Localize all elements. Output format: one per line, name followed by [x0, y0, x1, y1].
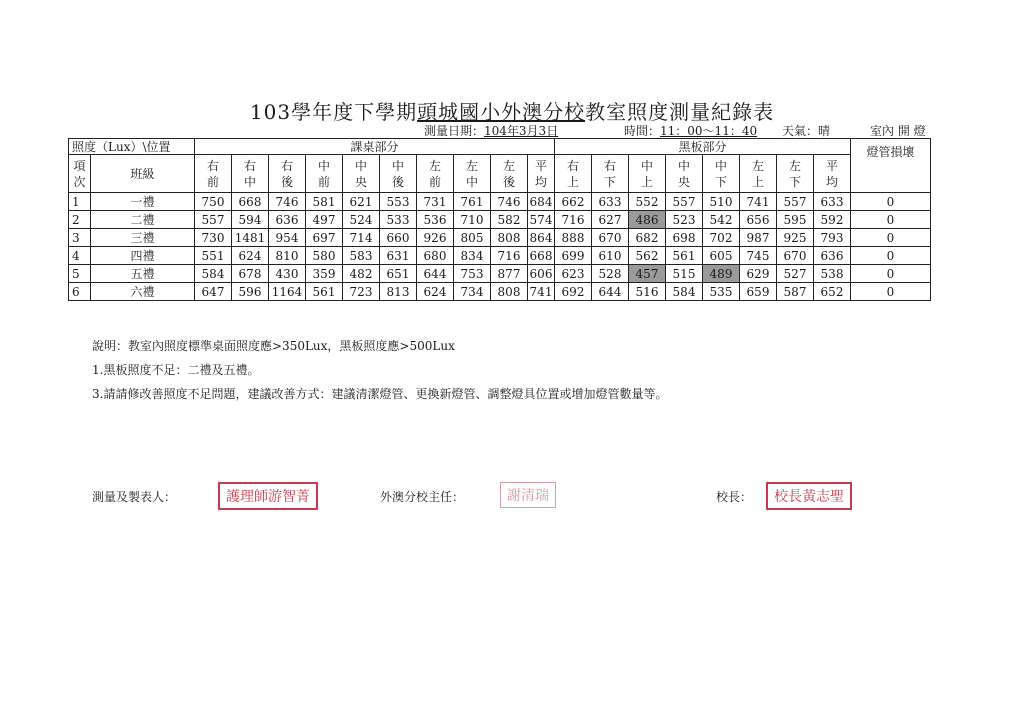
- desk-value: 583: [343, 247, 380, 265]
- board-value: 528: [592, 265, 629, 283]
- desk-value: 808: [491, 229, 528, 247]
- notes: [92, 336, 667, 408]
- desk-value: 1164: [269, 283, 306, 301]
- board-value: 510: [703, 193, 740, 211]
- table-row: [69, 211, 931, 229]
- board-value: 741: [740, 193, 777, 211]
- board-value: 692: [555, 283, 592, 301]
- board-value: 542: [703, 211, 740, 229]
- damage-count: 0: [851, 211, 931, 229]
- table-row: [69, 265, 931, 283]
- note-insufficient: 1.黑板照度不足：二禮及五禮。: [92, 363, 260, 377]
- board-value: 605: [703, 247, 740, 265]
- class-name: 二禮: [91, 211, 195, 229]
- desk-value: 697: [306, 229, 343, 247]
- table-header-row-1: [69, 139, 931, 155]
- board-value: 535: [703, 283, 740, 301]
- board-value: 925: [777, 229, 814, 247]
- title-school: 頭城國小外澳分校: [417, 100, 586, 124]
- damage-count: 0: [851, 229, 931, 247]
- weather: 天氣：晴: [782, 124, 831, 138]
- desk-value: 805: [454, 229, 491, 247]
- board-col-header: 右 上: [555, 155, 592, 193]
- principal-label: 校長：: [716, 490, 753, 504]
- damage-count: 0: [851, 193, 931, 211]
- desk-value: 668: [528, 247, 555, 265]
- desk-value: 877: [491, 265, 528, 283]
- desk-value: 574: [528, 211, 555, 229]
- desk-value: 596: [232, 283, 269, 301]
- desk-value: 533: [380, 211, 417, 229]
- desk-value: 606: [528, 265, 555, 283]
- board-value: 662: [555, 193, 592, 211]
- row-number: 2: [69, 211, 91, 229]
- desk-col-header: 中 前: [306, 155, 343, 193]
- board-value: 527: [777, 265, 814, 283]
- board-value: 716: [555, 211, 592, 229]
- measurer-stamp: 護理師游智菁: [218, 482, 318, 510]
- director-stamp: 謝清瑞: [500, 482, 556, 508]
- corner-header: 照度（Lux）\位置: [69, 139, 195, 155]
- board-value: 659: [740, 283, 777, 301]
- desk-value: 864: [528, 229, 555, 247]
- desk-col-header: 中 後: [380, 155, 417, 193]
- desk-value: 753: [454, 265, 491, 283]
- desk-value: 497: [306, 211, 343, 229]
- board-value: 702: [703, 229, 740, 247]
- board-value: 610: [592, 247, 629, 265]
- desk-value: 624: [232, 247, 269, 265]
- desk-value: 731: [417, 193, 454, 211]
- table-row: [69, 193, 931, 211]
- board-value: 557: [777, 193, 814, 211]
- principal-stamp: 校長黃志聖: [766, 482, 852, 510]
- desk-value: 746: [269, 193, 306, 211]
- desk-value: 716: [491, 247, 528, 265]
- desk-value: 714: [343, 229, 380, 247]
- damage-count: 0: [851, 247, 931, 265]
- desk-value: 668: [232, 193, 269, 211]
- desk-value: 813: [380, 283, 417, 301]
- table-row: [69, 283, 931, 301]
- desk-col-header: 左 中: [454, 155, 491, 193]
- note-improvement: 3.請請修改善照度不足問題，建議改善方式：建議清潔燈管、更換新燈管、調整燈具位置或增加燈管數量等。: [92, 387, 668, 401]
- board-value: 633: [592, 193, 629, 211]
- board-value: 538: [814, 265, 851, 283]
- desk-col-header: 右 中: [232, 155, 269, 193]
- desk-value: 624: [417, 283, 454, 301]
- measure-time: 時間：11：00～11：40: [624, 124, 758, 138]
- board-value: 623: [555, 265, 592, 283]
- board-col-header: 右 下: [592, 155, 629, 193]
- board-value: 627: [592, 211, 629, 229]
- desk-value: 644: [417, 265, 454, 283]
- class-name: 四禮: [91, 247, 195, 265]
- board-col-header: 左 上: [740, 155, 777, 193]
- indoor-lights: 室內 開 燈: [870, 124, 926, 138]
- measurer-label: 測量及製表人：: [92, 490, 177, 504]
- board-value-low: 489: [703, 265, 740, 283]
- board-value: 745: [740, 247, 777, 265]
- desk-value: 680: [417, 247, 454, 265]
- table-header-row-2: [69, 155, 931, 193]
- desk-value: 710: [454, 211, 491, 229]
- board-value: 584: [666, 283, 703, 301]
- board-value-low: 486: [629, 211, 666, 229]
- desk-col-header: 中 央: [343, 155, 380, 193]
- board-value: 552: [629, 193, 666, 211]
- board-value: 633: [814, 193, 851, 211]
- desk-value: 1481: [232, 229, 269, 247]
- desk-col-header: 左 後: [491, 155, 528, 193]
- board-value: 523: [666, 211, 703, 229]
- desk-value: 594: [232, 211, 269, 229]
- desk-value: 761: [454, 193, 491, 211]
- board-col-header: 中 上: [629, 155, 666, 193]
- document-title: [0, 96, 1024, 125]
- board-value: 682: [629, 229, 666, 247]
- row-number: 5: [69, 265, 91, 283]
- board-value: 636: [814, 247, 851, 265]
- desk-value: 808: [491, 283, 528, 301]
- director-label: 外澳分校主任：: [380, 490, 465, 504]
- board-value: 644: [592, 283, 629, 301]
- desk-value: 430: [269, 265, 306, 283]
- desk-value: 553: [380, 193, 417, 211]
- note-standard: 說明：教室內照度標準桌面照度應>350Lux，黑板照度應>500Lux: [92, 339, 455, 353]
- board-value: 888: [555, 229, 592, 247]
- desk-value: 536: [417, 211, 454, 229]
- board-value: 592: [814, 211, 851, 229]
- desk-col-header: 右 前: [195, 155, 232, 193]
- board-value: 516: [629, 283, 666, 301]
- board-group-header: 黑板部分: [555, 139, 851, 155]
- board-value: 793: [814, 229, 851, 247]
- desk-value: 678: [232, 265, 269, 283]
- board-col-header: 中 下: [703, 155, 740, 193]
- desk-col-header: 右 後: [269, 155, 306, 193]
- desk-value: 631: [380, 247, 417, 265]
- desk-value: 750: [195, 193, 232, 211]
- desk-group-header: 課桌部分: [195, 139, 555, 155]
- board-value: 515: [666, 265, 703, 283]
- desk-value: 561: [306, 283, 343, 301]
- class-name: 六禮: [91, 283, 195, 301]
- desk-value: 582: [491, 211, 528, 229]
- title-subject: 教室照度測量紀錄表: [585, 100, 775, 124]
- desk-value: 684: [528, 193, 555, 211]
- row-number: 4: [69, 247, 91, 265]
- desk-value: 734: [454, 283, 491, 301]
- item-no-header: 項 次: [69, 155, 91, 193]
- desk-value: 482: [343, 265, 380, 283]
- board-value: 670: [777, 247, 814, 265]
- board-value: 595: [777, 211, 814, 229]
- desk-value: 651: [380, 265, 417, 283]
- desk-value: 730: [195, 229, 232, 247]
- board-col-header: 中 央: [666, 155, 703, 193]
- board-value: 656: [740, 211, 777, 229]
- desk-value: 551: [195, 247, 232, 265]
- board-col-header: 左 下: [777, 155, 814, 193]
- row-number: 1: [69, 193, 91, 211]
- table-row: [69, 229, 931, 247]
- board-value: 987: [740, 229, 777, 247]
- desk-value: 621: [343, 193, 380, 211]
- board-value: 698: [666, 229, 703, 247]
- board-value: 699: [555, 247, 592, 265]
- measure-date: 測量日期：104年3月3日: [424, 124, 559, 138]
- class-header: 班級: [91, 155, 195, 193]
- board-value-low: 457: [629, 265, 666, 283]
- desk-value: 746: [491, 193, 528, 211]
- row-number: 3: [69, 229, 91, 247]
- class-name: 五禮: [91, 265, 195, 283]
- board-col-header: 平 均: [814, 155, 851, 193]
- board-value: 561: [666, 247, 703, 265]
- desk-value: 810: [269, 247, 306, 265]
- damage-header: 燈管損壞: [851, 139, 931, 193]
- board-value: 562: [629, 247, 666, 265]
- desk-value: 359: [306, 265, 343, 283]
- title-term: 103學年度下學期: [249, 100, 418, 124]
- illuminance-table: [68, 138, 931, 301]
- desk-value: 741: [528, 283, 555, 301]
- board-value: 557: [666, 193, 703, 211]
- desk-value: 723: [343, 283, 380, 301]
- board-value: 670: [592, 229, 629, 247]
- damage-count: 0: [851, 283, 931, 301]
- desk-value: 584: [195, 265, 232, 283]
- row-number: 6: [69, 283, 91, 301]
- desk-col-header: 左 前: [417, 155, 454, 193]
- desk-value: 834: [454, 247, 491, 265]
- board-value: 587: [777, 283, 814, 301]
- class-name: 三禮: [91, 229, 195, 247]
- desk-value: 580: [306, 247, 343, 265]
- desk-value: 647: [195, 283, 232, 301]
- damage-count: 0: [851, 265, 931, 283]
- table-row: [69, 247, 931, 265]
- desk-value: 926: [417, 229, 454, 247]
- desk-col-header: 平 均: [528, 155, 555, 193]
- class-name: 一禮: [91, 193, 195, 211]
- desk-value: 954: [269, 229, 306, 247]
- desk-value: 524: [343, 211, 380, 229]
- desk-value: 636: [269, 211, 306, 229]
- desk-value: 660: [380, 229, 417, 247]
- desk-value: 581: [306, 193, 343, 211]
- desk-value: 557: [195, 211, 232, 229]
- board-value: 652: [814, 283, 851, 301]
- board-value: 629: [740, 265, 777, 283]
